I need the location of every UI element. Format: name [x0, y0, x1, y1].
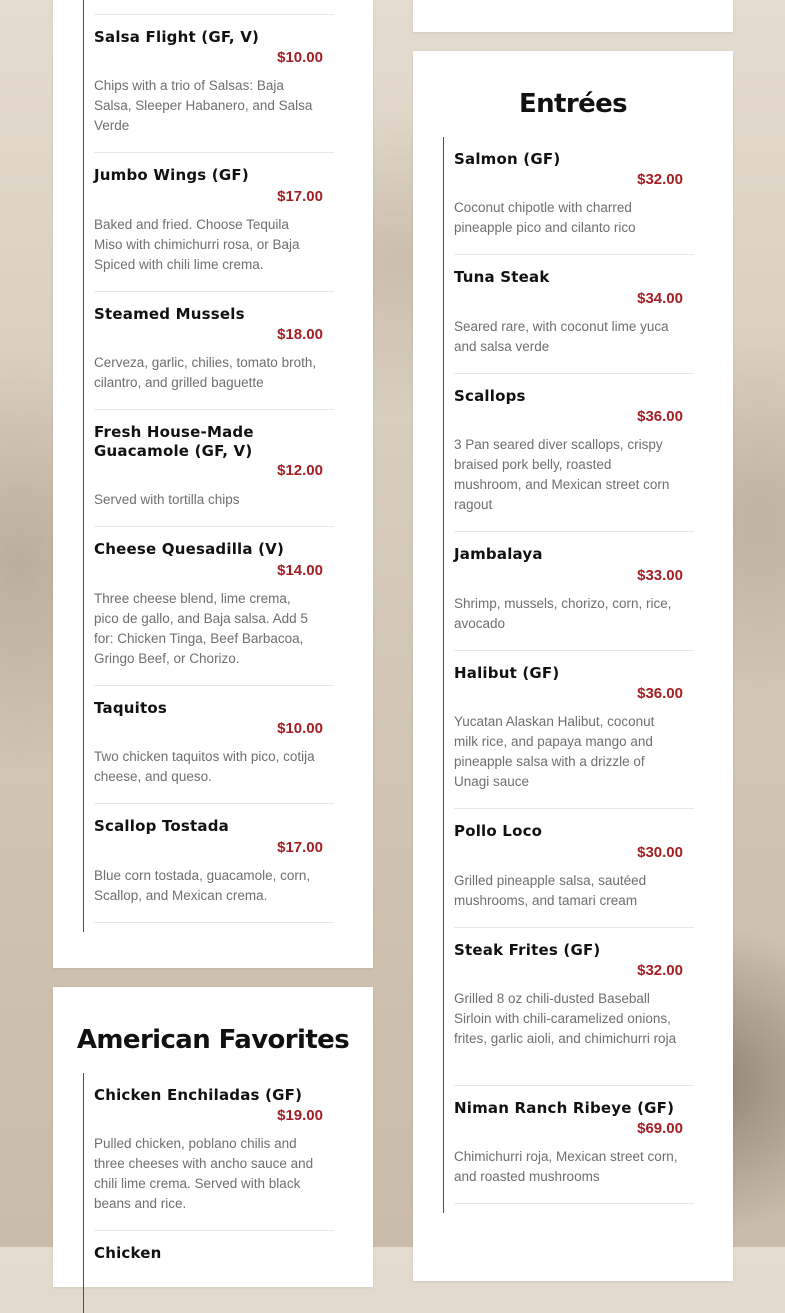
entrees-menu-list — [443, 137, 694, 1213]
item-description: Two chicken taquitos with pico, cotija cheese, and queso. — [94, 749, 315, 784]
item-name: Tuna Steak — [454, 268, 550, 286]
item-description: 3 Pan seared diver scallops, crispy braised pork belly, roasted mushroom, and Mexican street corn ragout — [454, 437, 670, 512]
item-price: $17.00 — [277, 839, 323, 856]
item-description: Grilled 8 oz chili-dusted Baseball Sirloin with chili-caramelized onions, frites, garlic aioli, and chimichurri roja — [454, 991, 677, 1046]
item-price: $17.00 — [277, 188, 323, 205]
appetizers-menu-list — [83, 0, 334, 932]
menu-item-scallops[interactable] — [454, 374, 694, 532]
item-price: $33.00 — [637, 567, 683, 584]
section-title: American Favorites — [76, 1025, 350, 1055]
menu-item-salsa-flight[interactable] — [94, 14, 334, 153]
item-name: Jumbo Wings (GF) — [94, 166, 249, 184]
item-price: $34.00 — [637, 290, 683, 307]
item-description: Chimichurri roja, Mexican street corn, and roasted mushrooms — [454, 1149, 678, 1184]
menu-item-jumbo-wings[interactable] — [94, 153, 334, 292]
item-name: Cheese Quesadilla (V) — [94, 540, 285, 558]
section-title: Entrées — [518, 89, 628, 119]
item-name: Salmon (GF) — [454, 150, 561, 168]
menu-item-ribeye[interactable] — [454, 1086, 694, 1204]
menu-item-salmon[interactable] — [454, 137, 694, 255]
item-name: Jambalaya — [454, 545, 543, 563]
item-price: $10.00 — [277, 49, 323, 66]
item-name: Steak Frites (GF) — [454, 941, 601, 959]
menu-item-taquitos[interactable] — [94, 686, 334, 804]
item-description: Blue corn tostada, guacamole, corn, Scallop, and Mexican crema. — [94, 868, 311, 903]
item-name: Scallops — [454, 387, 526, 405]
item-description: Seared rare, with coconut lime yuca and salsa verde — [454, 319, 669, 354]
item-price: $19.00 — [277, 1107, 323, 1124]
item-price: $18.00 — [277, 326, 323, 343]
item-price: $12.00 — [277, 462, 323, 479]
menu-item-steak-frites[interactable] — [454, 928, 694, 1086]
item-description: Baked and fried. Choose Tequila Miso with chimichurri rosa, or Baja Spiced with chili lime crema. — [94, 217, 300, 272]
menu-item-chicken-partial[interactable] — [94, 1231, 334, 1311]
item-name: Fresh House-Made Guacamole (GF, V) — [94, 423, 254, 460]
menu-item-chicken-enchiladas[interactable] — [94, 1073, 334, 1231]
item-name: Halibut (GF) — [454, 664, 560, 682]
previous-section-card — [413, 0, 733, 32]
item-name: Scallop Tostada — [94, 817, 229, 835]
item-price: $14.00 — [277, 562, 323, 579]
item-price: $32.00 — [637, 962, 683, 979]
item-name: Pollo Loco — [454, 822, 543, 840]
item-description: Yucatan Alaskan Halibut, coconut milk rice, and papaya mango and pineapple salsa with a drizzle of Unagi sauce — [454, 714, 655, 789]
menu-item-jambalaya[interactable] — [454, 532, 694, 651]
menu-item-halibut[interactable] — [454, 651, 694, 809]
menu-item-tuna-steak[interactable] — [454, 255, 694, 374]
american-menu-list — [83, 1073, 334, 1313]
item-name: Niman Ranch Ribeye (GF) — [454, 1099, 675, 1117]
item-description: Coconut chipotle with charred pineapple pico and cilanto rico — [454, 200, 636, 235]
item-price: $10.00 — [277, 720, 323, 737]
item-description: Cerveza, garlic, chilies, tomato broth, cilantro, and grilled baguette — [94, 355, 317, 390]
entrees-card — [413, 51, 733, 1281]
menu-item-steamed-mussels[interactable] — [94, 292, 334, 410]
item-price: $36.00 — [637, 685, 683, 702]
item-name: Taquitos — [94, 699, 167, 717]
item-name: Chicken — [94, 1244, 162, 1262]
item-description: Grilled pineapple salsa, sautéed mushrooms, and tamari cream — [454, 873, 647, 908]
item-description: Pulled chicken, poblano chilis and three cheeses with ancho sauce and chili lime crema. Served with black beans and rice. — [94, 1136, 314, 1211]
american-favorites-card — [53, 987, 373, 1287]
menu-item-pollo-loco[interactable] — [454, 809, 694, 928]
item-name: Chicken Enchiladas (GF) — [94, 1086, 303, 1104]
item-description: Three cheese blend, lime crema, pico de gallo, and Baja salsa. Add 5 for: Chicken Tinga, Beef Barbacoa, Gringo Beef, or Chorizo. — [94, 591, 308, 666]
item-price: $32.00 — [637, 171, 683, 188]
item-description: Chips with a trio of Salsas: Baja Salsa, Sleeper Habanero, and Salsa Verde — [94, 78, 313, 133]
item-price: $36.00 — [637, 408, 683, 425]
item-name: Salsa Flight (GF, V) — [94, 28, 260, 46]
menu-item-scallop-tostada[interactable] — [94, 804, 334, 923]
item-description: Served with tortilla chips — [94, 492, 240, 507]
appetizers-card — [53, 0, 373, 968]
item-name: Steamed Mussels — [94, 305, 245, 323]
item-price: $69.00 — [637, 1120, 683, 1137]
menu-item-guacamole[interactable] — [94, 410, 334, 527]
item-description: Shrimp, mussels, chorizo, corn, rice, avocado — [454, 596, 672, 631]
menu-item-cheese-quesadilla[interactable] — [94, 527, 334, 686]
item-price: $30.00 — [637, 844, 683, 861]
